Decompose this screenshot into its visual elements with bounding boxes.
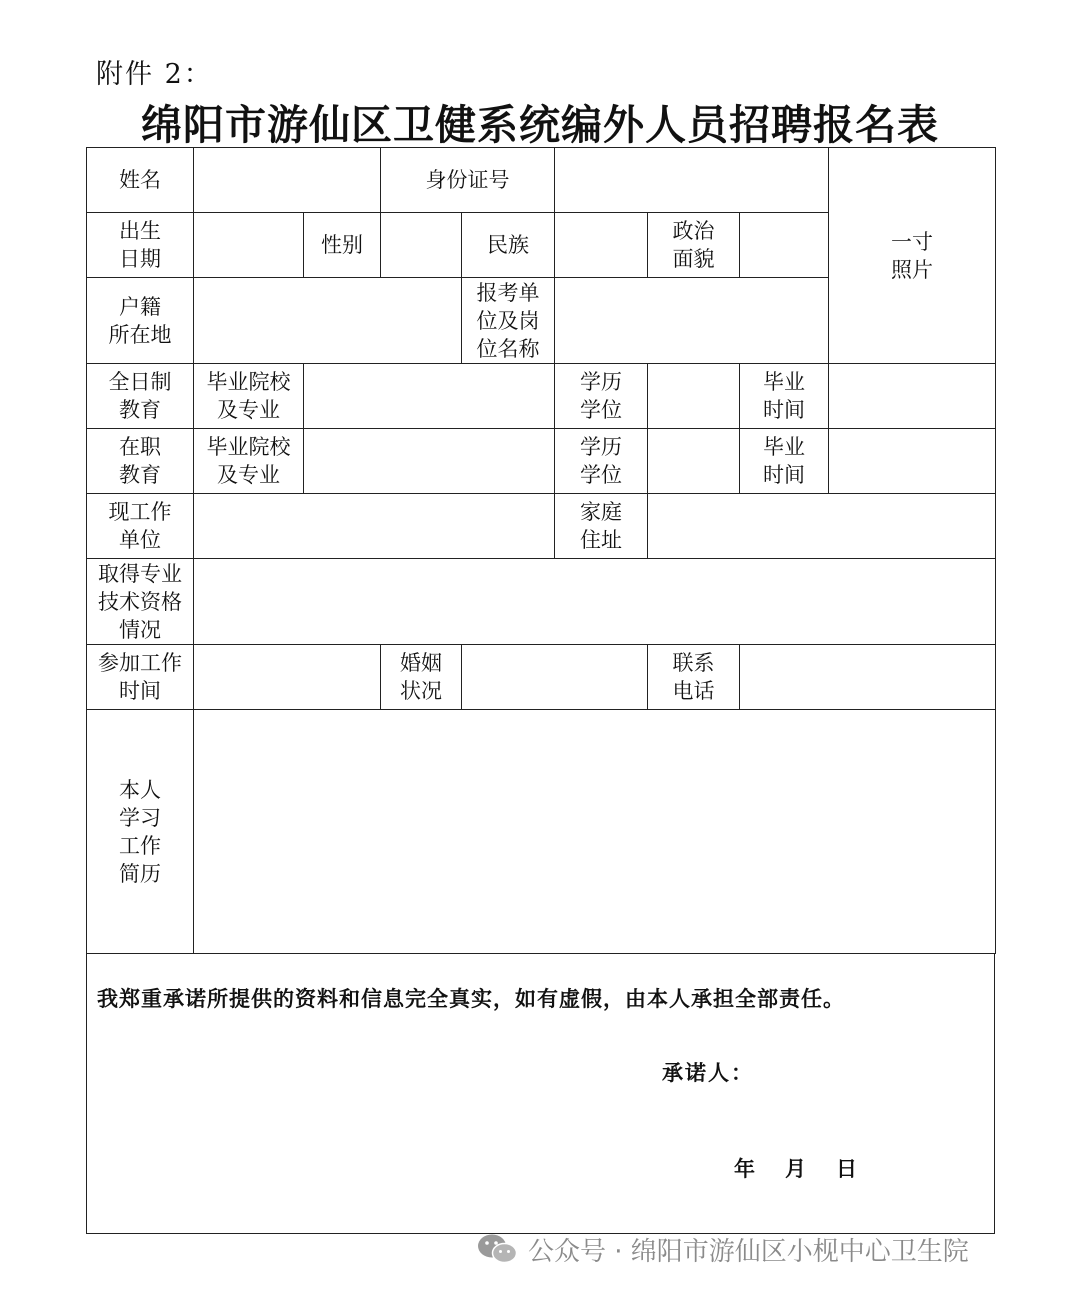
pledge-section <box>86 953 995 1234</box>
photo-box[interactable]: 一寸 照片 <box>829 148 996 364</box>
grad-time-label: 毕业 时间 <box>740 364 829 429</box>
ethnicity-field[interactable] <box>555 213 648 278</box>
inservice-grad-time-field[interactable] <box>829 429 996 494</box>
household-field[interactable] <box>194 278 462 364</box>
ethnicity-label: 民族 <box>462 213 555 278</box>
birth-date-field[interactable] <box>194 213 304 278</box>
name-label: 姓名 <box>87 148 194 213</box>
date-day-label: 日 <box>836 1156 857 1181</box>
id-number-label: 身份证号 <box>381 148 555 213</box>
home-address-field[interactable] <box>648 494 996 559</box>
name-field[interactable] <box>194 148 381 213</box>
watermark <box>476 1228 969 1270</box>
qualification-field[interactable] <box>194 559 996 645</box>
resume-field[interactable] <box>194 710 996 954</box>
birth-date-label: 出生 日期 <box>87 213 194 278</box>
marital-field[interactable] <box>462 645 648 710</box>
degree-label: 学历 学位 <box>555 364 648 429</box>
wechat-icon <box>476 1232 520 1266</box>
household-label: 户籍 所在地 <box>87 278 194 364</box>
school-major-label: 毕业院校 及专业 <box>194 364 304 429</box>
school-major-label: 毕业院校 及专业 <box>194 429 304 494</box>
home-address-label: 家庭 住址 <box>555 494 648 559</box>
work-start-field[interactable] <box>194 645 381 710</box>
fulltime-grad-time-field[interactable] <box>829 364 996 429</box>
date-month-label: 月 <box>785 1156 806 1181</box>
attachment-label: 附件 2： <box>96 59 213 90</box>
watermark-text: 公众号 · 绵阳市游仙区小枧中心卫生院 <box>528 1236 969 1267</box>
inservice-degree-field[interactable] <box>648 429 740 494</box>
fulltime-school-major-field[interactable] <box>304 364 555 429</box>
marital-label: 婚姻 状况 <box>381 645 462 710</box>
applied-unit-field[interactable] <box>555 278 829 364</box>
registration-form-table <box>86 147 996 954</box>
work-start-label: 参加工作 时间 <box>87 645 194 710</box>
gender-field[interactable] <box>381 213 462 278</box>
current-work-label: 现工作 单位 <box>87 494 194 559</box>
qualification-label: 取得专业 技术资格 情况 <box>87 559 194 645</box>
fulltime-edu-label: 全日制 教育 <box>87 364 194 429</box>
political-status-label: 政治 面貌 <box>648 213 740 278</box>
inservice-school-major-field[interactable] <box>304 429 555 494</box>
applied-unit-label: 报考单 位及岗 位名称 <box>462 278 555 364</box>
pledge-statement: 我郑重承诺所提供的资料和信息完全真实，如有虚假，由本人承担全部责任。 <box>97 986 845 1011</box>
phone-field[interactable] <box>740 645 996 710</box>
current-work-field[interactable] <box>194 494 555 559</box>
signer-label: 承诺人： <box>662 1060 754 1085</box>
form-title: 绵阳市游仙区卫健系统编外人员招聘报名表 <box>141 101 939 149</box>
gender-label: 性别 <box>304 213 381 278</box>
phone-label: 联系 电话 <box>648 645 740 710</box>
inservice-edu-label: 在职 教育 <box>87 429 194 494</box>
id-number-field[interactable] <box>555 148 829 213</box>
grad-time-label: 毕业 时间 <box>740 429 829 494</box>
date-year-label: 年 <box>734 1156 755 1181</box>
resume-label: 本人 学习 工作 简历 <box>87 710 194 954</box>
political-status-field[interactable] <box>740 213 829 278</box>
degree-label: 学历 学位 <box>555 429 648 494</box>
fulltime-degree-field[interactable] <box>648 364 740 429</box>
